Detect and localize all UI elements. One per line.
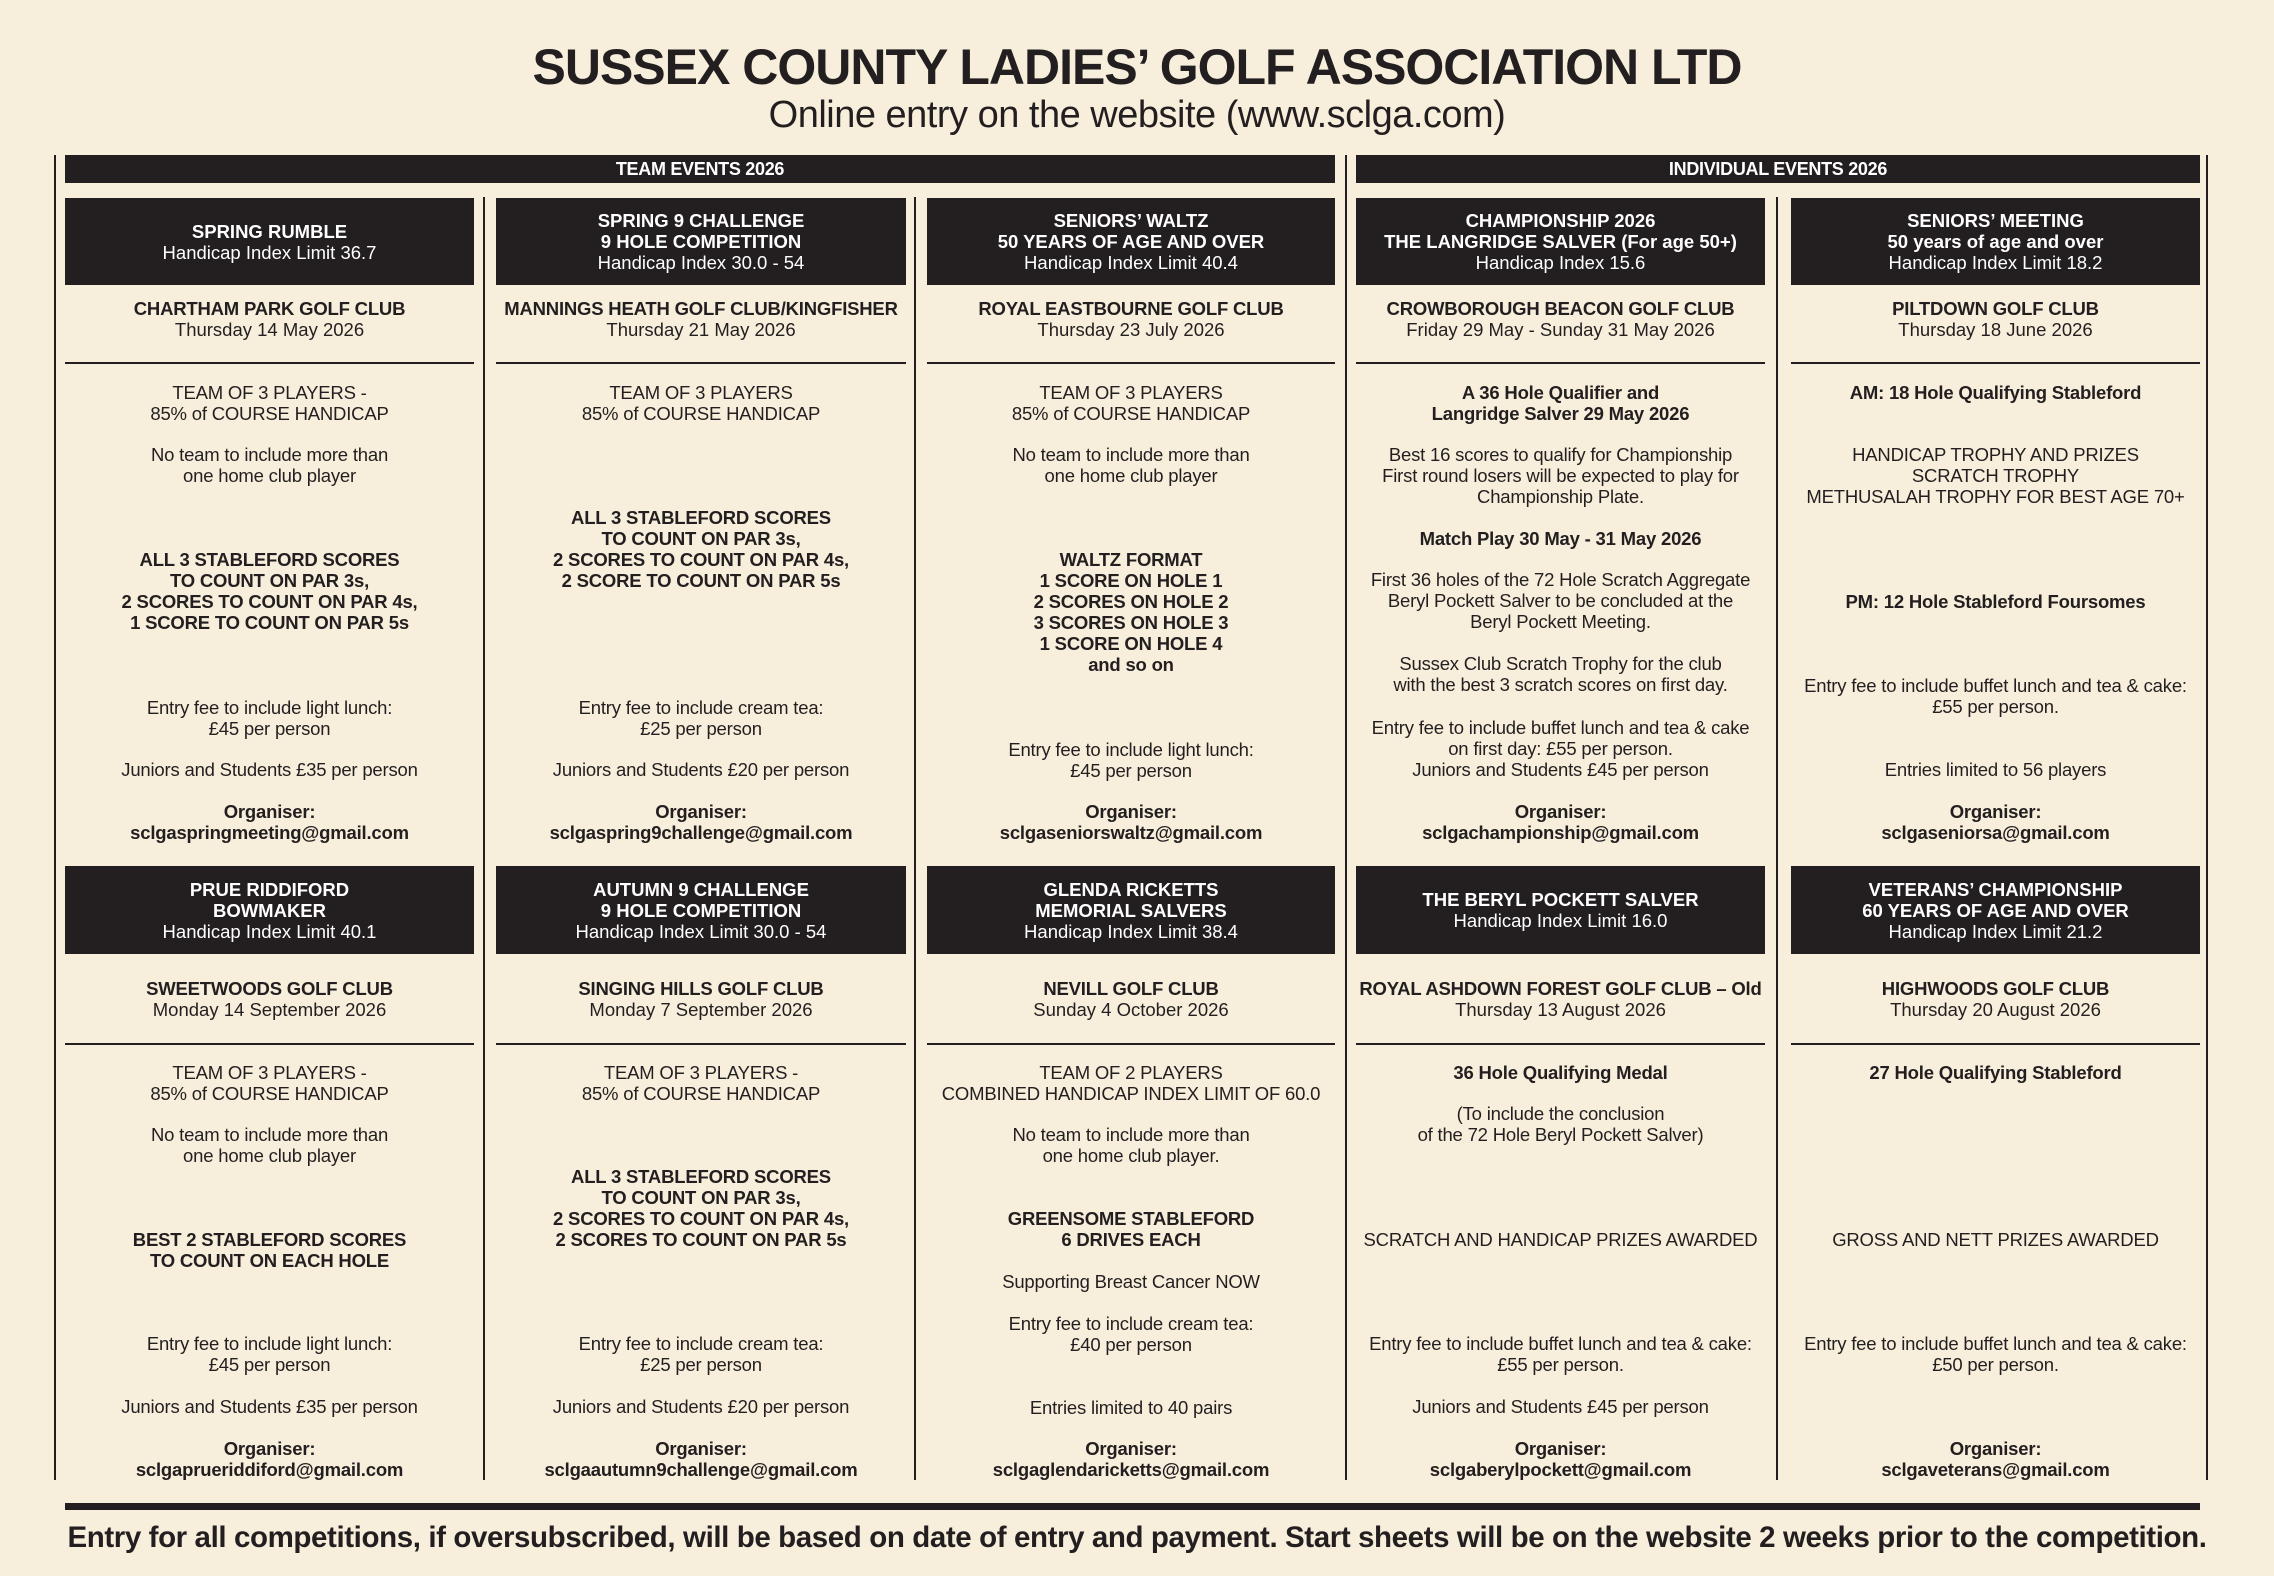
event-detail: Entry fee to include light lunch: £45 per person <box>146 697 393 739</box>
event-header <box>1791 866 2200 954</box>
event-title: SPRING RUMBLE <box>191 220 348 242</box>
handicap-limit: Handicap Index Limit 30.0 - 54 <box>575 920 827 942</box>
event-header <box>927 866 1335 954</box>
venue-name: NEVILL GOLF CLUB <box>1043 978 1219 999</box>
card-divider <box>65 362 474 364</box>
section-divider <box>1345 155 1347 1480</box>
event-title: PRUE RIDDIFORD <box>189 878 350 900</box>
event-detail: AM: 18 Hole Qualifying Stableford <box>1849 382 2142 403</box>
event-detail: Supporting Breast Cancer NOW <box>1002 1271 1260 1292</box>
event-date: Thursday 21 May 2026 <box>606 319 796 340</box>
event-header <box>1356 866 1765 954</box>
event-detail: Sussex Club Scratch Trophy for the club with the best 3 scratch scores on first day. <box>1393 653 1728 695</box>
event-detail: Best 16 scores to qualify for Championship First round losers will be expected to play for Championship Plate. <box>1382 444 1739 507</box>
event-detail: Entry fee to include light lunch: £45 per person <box>1008 739 1254 781</box>
event-detail: SCRATCH AND HANDICAP PRIZES AWARDED <box>1363 1229 1758 1250</box>
venue-name: CHARTHAM PARK GOLF CLUB <box>133 298 406 319</box>
event-detail: ALL 3 STABLEFORD SCORES TO COUNT ON PAR 3s, 2 SCORES TO COUNT ON PAR 4s, 1 SCORE TO COUNT ON PAR 5s <box>121 549 418 633</box>
event-detail: GROSS AND NETT PRIZES AWARDED <box>1832 1229 2159 1250</box>
footer-note: Entry for all competitions, if oversubscribed, will be based on date of entry and payment. Start sheets will be on the website 2 weeks prior to the competition. <box>67 1521 2207 1554</box>
handicap-limit: Handicap Index 15.6 <box>1475 252 1646 273</box>
venue-name: HIGHWOODS GOLF CLUB <box>1881 978 2110 999</box>
event-title: SPRING 9 CHALLENGE <box>597 210 805 231</box>
card-divider <box>1791 1043 2200 1045</box>
event-detail: TEAM OF 3 PLAYERS - 85% of COURSE HANDICAP <box>581 1062 821 1104</box>
event-title: 50 years of age and over <box>1887 231 2104 252</box>
event-title: THE LANGRIDGE SALVER (For age 50+) <box>1384 231 1737 252</box>
event-date: Thursday 14 May 2026 <box>174 319 365 340</box>
card-divider <box>1356 1043 1765 1045</box>
event-detail: TEAM OF 3 PLAYERS - 85% of COURSE HANDICAP <box>150 1062 389 1104</box>
event-title: SENIORS’ MEETING <box>1907 210 2084 231</box>
organiser-contact: Organiser: sclgaspring9challenge@gmail.com <box>549 801 853 843</box>
event-header <box>496 866 906 954</box>
event-detail: ALL 3 STABLEFORD SCORES TO COUNT ON PAR 3s, 2 SCORES TO COUNT ON PAR 4s, 2 SCORES TO COUNT ON PAR 5s <box>553 1166 849 1250</box>
event-detail: No team to include more than one home club player <box>150 1124 389 1166</box>
event-title: SENIORS’ WALTZ <box>1053 210 1209 231</box>
handicap-limit: Handicap Index Limit 21.2 <box>1888 920 2103 942</box>
column-divider <box>914 197 916 1480</box>
card-divider <box>1791 362 2200 364</box>
page-subtitle: Online entry on the website (www.sclga.com) <box>768 94 1506 136</box>
outer-border-left <box>54 155 56 1480</box>
column-divider <box>483 197 485 1480</box>
card-divider <box>927 362 1335 364</box>
event-date: Thursday 20 August 2026 <box>1890 999 2101 1020</box>
event-detail: First 36 holes of the 72 Hole Scratch Aggregate Beryl Pockett Salver to be concluded at the Beryl Pockett Meeting. <box>1370 569 1751 632</box>
card-divider <box>927 1043 1335 1045</box>
event-detail: Entries limited to 40 pairs <box>1029 1397 1233 1418</box>
event-detail: No team to include more than one home club player <box>150 444 389 486</box>
event-detail: A 36 Hole Qualifier and Langridge Salver 29 May 2026 <box>1431 382 1690 424</box>
organiser-contact: Organiser: sclgaprueriddiford@gmail.com <box>135 1438 404 1480</box>
event-header <box>65 198 474 285</box>
handicap-limit: Handicap Index 30.0 - 54 <box>597 252 805 273</box>
handicap-limit: Handicap Index Limit 38.4 <box>1024 920 1238 942</box>
event-detail: PM: 12 Hole Stableford Foursomes <box>1845 591 2146 612</box>
event-date: Thursday 18 June 2026 <box>1898 319 2093 340</box>
venue-name: ROYAL ASHDOWN FOREST GOLF CLUB – Old <box>1359 978 1762 999</box>
event-header <box>1791 198 2200 285</box>
event-detail: No team to include more than one home club player <box>1012 444 1250 486</box>
event-detail: 36 Hole Qualifying Medal <box>1453 1062 1668 1083</box>
event-title: 60 YEARS OF AGE AND OVER <box>1862 899 2129 921</box>
event-date: Thursday 13 August 2026 <box>1455 999 1666 1020</box>
event-detail: Juniors and Students £35 per person <box>121 759 418 780</box>
event-title: VETERANS’ CHAMPIONSHIP <box>1868 878 2123 900</box>
event-title: 9 HOLE COMPETITION <box>600 899 802 921</box>
event-date: Friday 29 May - Sunday 31 May 2026 <box>1406 319 1715 340</box>
event-detail: Entry fee to include cream tea: £40 per person <box>1008 1313 1254 1355</box>
event-detail: Entry fee to include buffet lunch and tea & cake on first day: £55 per person. Juniors and Students £45 per person <box>1371 717 1750 780</box>
event-detail: Entries limited to 56 players <box>1884 759 2107 780</box>
event-title: BOWMAKER <box>212 899 327 921</box>
organiser-contact: Organiser: sclgaseniorswaltz@gmail.com <box>999 801 1263 843</box>
event-detail: Juniors and Students £20 per person <box>552 759 850 780</box>
organiser-contact: Organiser: sclgaseniorsa@gmail.com <box>1881 801 2110 843</box>
handicap-limit: Handicap Index Limit 40.1 <box>162 920 377 942</box>
page-title: SUSSEX COUNTY LADIES’ GOLF ASSOCIATION LTD <box>532 39 1742 95</box>
event-header <box>65 866 474 954</box>
event-title: GLENDA RICKETTS <box>1043 878 1219 900</box>
event-detail: Juniors and Students £45 per person <box>1412 1396 1709 1417</box>
organiser-contact: Organiser: sclgachampionship@gmail.com <box>1422 801 1699 843</box>
event-detail: ALL 3 STABLEFORD SCORES TO COUNT ON PAR 3s, 2 SCORES TO COUNT ON PAR 4s, 2 SCORE TO COUNT ON PAR 5s <box>553 507 849 591</box>
card-divider <box>496 362 906 364</box>
venue-name: ROYAL EASTBOURNE GOLF CLUB <box>978 298 1284 319</box>
handicap-limit: Handicap Index Limit 18.2 <box>1888 252 2103 273</box>
organiser-contact: Organiser: sclgaautumn9challenge@gmail.com <box>544 1438 858 1480</box>
venue-name: PILTDOWN GOLF CLUB <box>1892 298 2099 319</box>
event-header <box>496 198 906 285</box>
event-detail: BEST 2 STABLEFORD SCORES TO COUNT ON EACH HOLE <box>132 1229 407 1271</box>
event-detail: (To include the conclusion of the 72 Hole Beryl Pockett Salver) <box>1417 1103 1704 1145</box>
event-date: Monday 14 September 2026 <box>152 999 387 1020</box>
event-detail: HANDICAP TROPHY AND PRIZES SCRATCH TROPHY METHUSALAH TROPHY FOR BEST AGE 70+ <box>1806 444 2185 507</box>
event-detail: TEAM OF 3 PLAYERS 85% of COURSE HANDICAP <box>1011 382 1251 424</box>
event-detail: Entry fee to include buffet lunch and tea & cake: £55 per person. <box>1369 1333 1752 1375</box>
event-header <box>927 198 1335 285</box>
section-bar-individual: INDIVIDUAL EVENTS 2026 <box>1356 155 2200 183</box>
event-detail: Entry fee to include light lunch: £45 per person <box>146 1333 393 1375</box>
event-title: MEMORIAL SALVERS <box>1035 899 1227 921</box>
card-divider <box>496 1043 906 1045</box>
event-title: 50 YEARS OF AGE AND OVER <box>997 231 1265 252</box>
event-title: 9 HOLE COMPETITION <box>600 231 802 252</box>
event-detail: TEAM OF 2 PLAYERS COMBINED HANDICAP INDEX LIMIT OF 60.0 <box>941 1062 1321 1104</box>
organiser-contact: Organiser: sclgaspringmeeting@gmail.com <box>130 801 409 843</box>
handicap-limit: Handicap Index Limit 36.7 <box>162 241 377 263</box>
footer-rule <box>65 1503 2200 1510</box>
event-header <box>1356 198 1765 285</box>
event-detail: GREENSOME STABLEFORD 6 DRIVES EACH <box>1007 1208 1255 1250</box>
event-date: Sunday 4 October 2026 <box>1033 999 1229 1020</box>
event-detail: No team to include more than one home club player. <box>1012 1124 1250 1166</box>
event-detail: 27 Hole Qualifying Stableford <box>1869 1062 2122 1083</box>
organiser-contact: Organiser: sclgaglendaricketts@gmail.com <box>992 1438 1270 1480</box>
handicap-limit: Handicap Index Limit 16.0 <box>1453 910 1668 931</box>
event-detail: TEAM OF 3 PLAYERS - 85% of COURSE HANDICAP <box>150 382 389 424</box>
event-date: Monday 7 September 2026 <box>589 999 813 1020</box>
card-divider <box>1356 362 1765 364</box>
venue-name: CROWBOROUGH BEACON GOLF CLUB <box>1386 298 1735 319</box>
event-detail: Entry fee to include buffet lunch and tea & cake: £50 per person. <box>1804 1333 2187 1375</box>
venue-name: MANNINGS HEATH GOLF CLUB/KINGFISHER <box>504 298 898 319</box>
venue-name: SINGING HILLS GOLF CLUB <box>578 978 824 999</box>
event-detail: TEAM OF 3 PLAYERS 85% of COURSE HANDICAP <box>581 382 821 424</box>
event-detail: Match Play 30 May - 31 May 2026 <box>1419 528 1702 549</box>
event-title: AUTUMN 9 CHALLENGE <box>593 878 809 900</box>
organiser-contact: Organiser: sclgaberylpockett@gmail.com <box>1429 1438 1692 1480</box>
venue-name: SWEETWOODS GOLF CLUB <box>146 978 393 999</box>
event-detail: Entry fee to include cream tea: £25 per person <box>578 697 824 739</box>
event-detail: Juniors and Students £35 per person <box>121 1396 418 1417</box>
organiser-contact: Organiser: sclgaveterans@gmail.com <box>1881 1438 2110 1480</box>
event-detail: Entry fee to include buffet lunch and tea & cake: £55 per person. <box>1804 675 2187 717</box>
event-date: Thursday 23 July 2026 <box>1037 319 1225 340</box>
event-title: THE BERYL POCKETT SALVER <box>1422 889 1699 910</box>
section-bar-team: TEAM EVENTS 2026 <box>65 155 1335 183</box>
event-detail: WALTZ FORMAT 1 SCORE ON HOLE 1 2 SCORES ON HOLE 2 3 SCORES ON HOLE 3 1 SCORE ON HOLE 4 and so on <box>1033 549 1229 675</box>
event-title: CHAMPIONSHIP 2026 <box>1465 210 1656 231</box>
card-divider <box>65 1043 474 1045</box>
column-divider <box>1776 197 1778 1480</box>
event-detail: Entry fee to include cream tea: £25 per person <box>578 1333 824 1375</box>
event-detail: Juniors and Students £20 per person <box>552 1396 850 1417</box>
handicap-limit: Handicap Index Limit 40.4 <box>1024 252 1238 273</box>
